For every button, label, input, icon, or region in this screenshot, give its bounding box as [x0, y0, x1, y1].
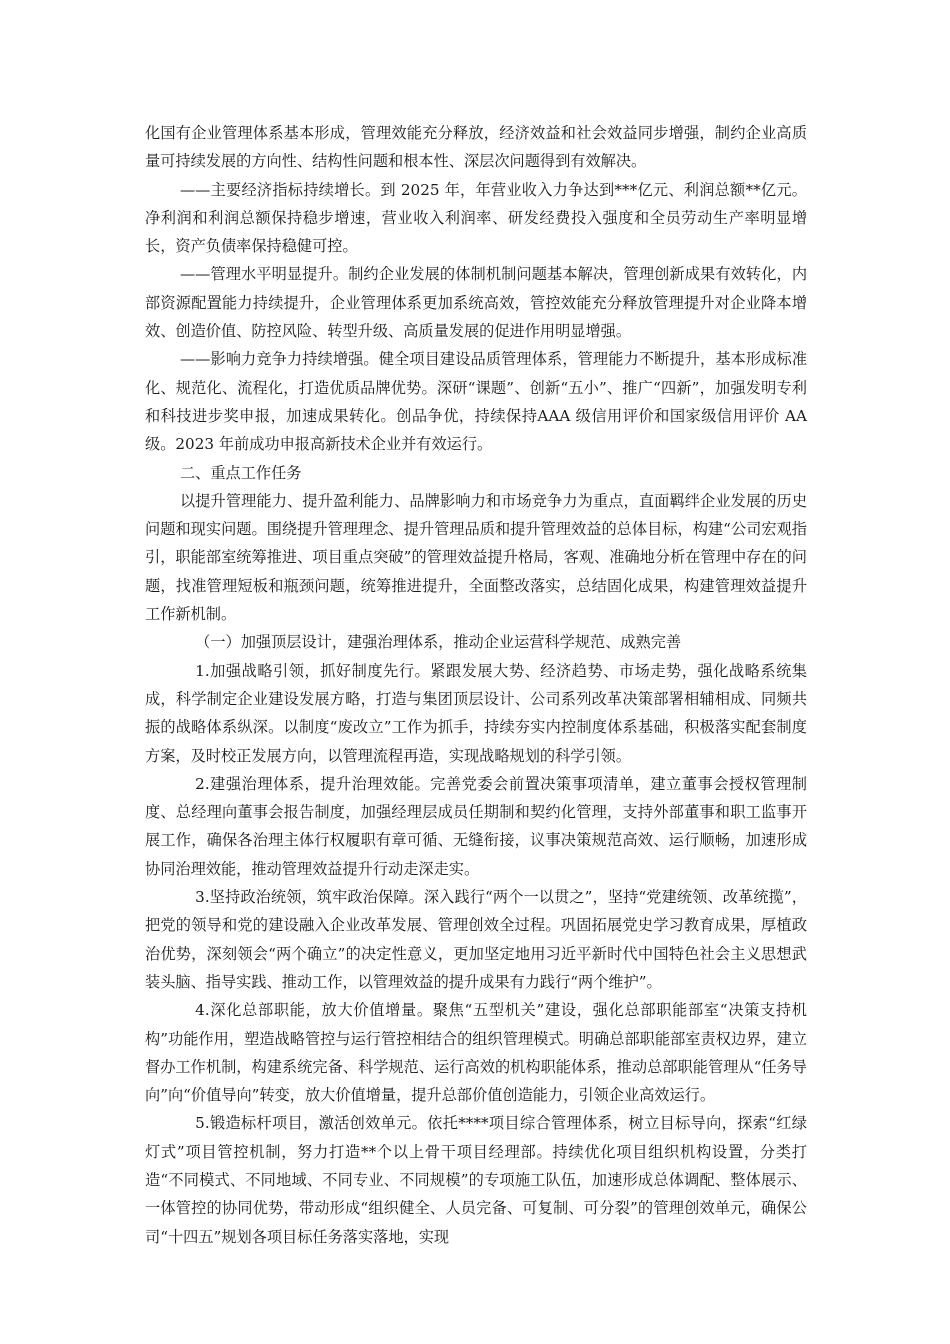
- section-heading-key-tasks: 二、重点工作任务: [179, 463, 302, 482]
- paragraph-management-level: ——管理水平明显提升。制约企业发展的体制机制问题基本解决，管理创新成果有效转化，内部资源配置能力持续提升，企业管理体系更加系统高效，管控效能充分释放管理提升对企业降本增效、创造价值、防控风险、转型升级、高质量发展的促进作用明显增强。: [145, 265, 807, 341]
- paragraph-key-tasks-intro: 以提升管理能力、提升盈利能力、品牌影响力和市场竞争力为重点，直面羁绊企业发展的历史问题和现实问题。围绕提升管理理念、提升管理品质和提升管理效益的总体目标，构建“公司宏观指引，职能部室统筹推进、项目重点突破”的管理效益提升格局，客观、准确地分析在管理中存在的问题，找准管理短板和瓶颈问题，统筹推进提升，全面整改落实，总结固化成果，构建管理效益提升工作新机制。: [145, 491, 807, 624]
- paragraph-economic-indicators: ——主要经济指标持续增长。到 2025 年，年营业收入力争达到***亿元、利润总额**亿元。净利润和利润总额保持稳步增速，营业收入利润率、研发经费投入强度和全员劳动生产率明显增长，资产负债率保持稳健可控。: [145, 180, 807, 256]
- document-body: [145, 119, 807, 1251]
- paragraph-item-4: 4.深化总部职能，放大价值增量。聚焦“五型机关”建设，强化总部职能部室“决策支持机构”功能作用，塑造战略管控与运行管控相结合的组织管理模式。明确总部职能部室责权边界，建立督办工作机制，构建系统完备、科学规范、运行高效的机构职能体系，推动总部职能管理从“任务导向”向“价值导向”转变，放大价值增量，提升总部价值创造能力，引领企业高效运行。: [145, 1001, 807, 1105]
- paragraph-item-3: 3.坚持政治统领，筑牢政治保障。深入践行“两个一以贯之”，坚持“党建统领、改革统揽”，把党的领导和党的建设融入企业改革发展、管理创效全过程。巩固拓展党史学习教育成果，厚植政治优势，深刻领会“两个确立”的决定性意义，更加坚定地用习近平新时代中国特色社会主义思想武装头脑、指导实践、推动工作，以管理效益的提升成果有力践行“两个维护”。: [145, 888, 807, 991]
- paragraph-item-2: 2.建强治理体系，提升治理效能。完善党委会前置决策事项清单，建立董事会授权管理制度、总经理向董事会报告制度，加强经理层成员任期制和契约化管理，支持外部董事和职工监事开展工作，确保各治理主体行权履职有章可循、无缝衔接，议事决策规范高效、运行顺畅，加速形成协同治理效能，推动管理效益提升行动走深走实。: [145, 774, 807, 878]
- paragraph-continuation: 化国有企业管理体系基本形成，管理效能充分释放，经济效益和社会效益同步增强，制约企业高质量可持续发展的方向性、结构性问题和根本性、深层次问题得到有效解决。: [145, 124, 807, 171]
- subsection-heading-top-level-design: （一）加强顶层设计，建强治理体系，推动企业运营科学规范、成熟完善: [195, 633, 682, 652]
- paragraph-item-5: 5.锻造标杆项目，激活创效单元。依托****项目综合管理体系，树立目标导向，探索“红绿灯式”项目管控机制，努力打造**个以上骨干项目经理部。持续优化项目组织机构设置，分类打造“不同模式、不同地域、不同专业、不同规模”的专项施工队伍，加速形成总体调配、整体展示、一体管控的协同优势，带动形成“组织健全、人员完备、可复制、可分裂”的管理创效单元，确保公司“十四五”规划各项目标任务落实落地，实现: [145, 1114, 807, 1246]
- paragraph-influence-competitiveness: ——影响力竞争力持续增强。健全项目建设品质管理体系，管理能力不断提升，基本形成标准化、规范化、流程化，打造优质品牌优势。深研“课题”、创新“五小”、推广“四新”，加强发明专利和科技进步奖申报，加速成果转化。创品争优，持续保持AAA 级信用评价和国家级信用评价 AA 级。2023 年前成功申报高新技术企业并有效运行。: [145, 350, 807, 454]
- paragraph-item-1: 1.加强战略引领，抓好制度先行。紧跟发展大势、经济趋势、市场走势，强化战略系统集成，科学制定企业建设发展方略，打造与集团顶层设计、公司系列改革决策部署相辅相成、同频共振的战略体系纵深。以制度“废改立”工作为抓手，持续夯实内控制度体系基础，积极落实配套制度方案，及时校正发展方向，以管理流程再造，实现战略规划的科学引领。: [145, 661, 807, 765]
